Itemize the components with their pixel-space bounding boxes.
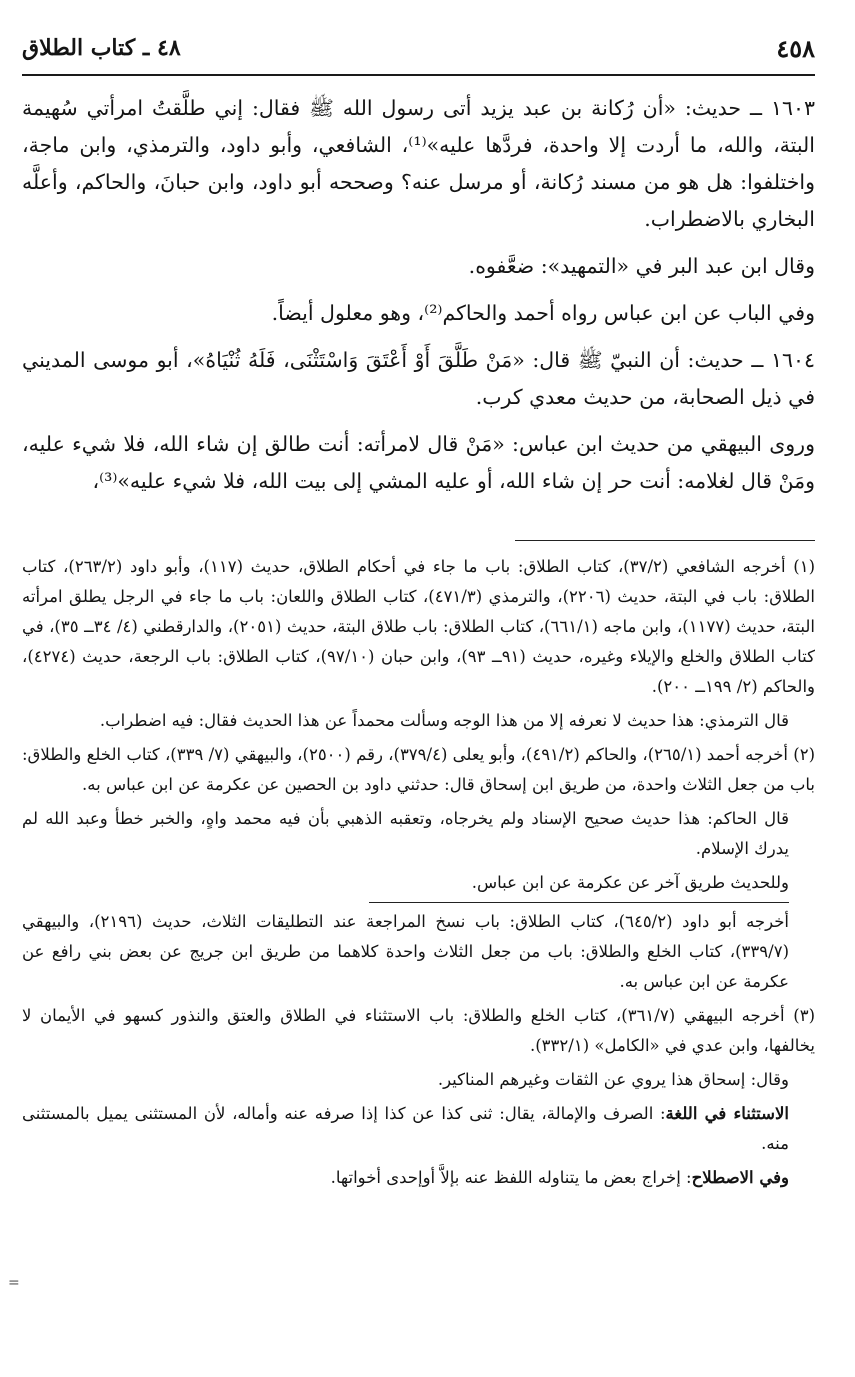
footnote-1-tirmidhi: قال الترمذي: هذا حديث لا نعرفه إلا من هذا الوجه وسألت محمداً عن هذا الحديث فقال: فيه اضطراب. [99,711,789,730]
hadith-1604: ١٦٠٤ ــ حديث: أن النبيّ ﷺ قال: «مَنْ طَلَّقَ أَوْ أَعْتَقَ وَاسْتَثْنَى، فَلَهُ ثُنْيَاهُ»، أبو موسى المديني في ذيل الصحابة، من حديث معدي كرب. [22,348,815,409]
definition-technical: : إخراج بعض ما يتناوله اللفظ عنه بإلاَّ أوإحدى أخواتها. [330,1168,692,1187]
footnote-sub-separator [369,902,789,903]
bayhaqi-narration: وروى البيهقي من حديث ابن عباس: «مَنْ قال لامرأته: أنت طالق إن شاء الله، فلا شيء عليه، ومَنْ قال لغلامه: أنت حر إن شاء الله، أو عليه المشي إلى بيت الله، فلا شيء عليه»⁽³⁾، [22,432,815,493]
footnote-3: (٣) أخرجه البيهقي (٣٦١/٧)، كتاب الخلع والطلاق: باب الاستثناء في الطلاق والعتق والنذور كسهو في الأيمان لا يخالفها، وابن عدي في «الكامل» (٣٣٢/١). [22,1006,815,1055]
chapter-title: ٤٨ ـ كتاب الطلاق [22,35,181,61]
footnote-2-hakim: قال الحاكم: هذا حديث صحيح الإسناد ولم يخرجاه، وتعقبه الذهبي بأن فيه محمد واهٍ، والخبر خطأ وعبد الله لم يدرك الإسلام. [22,809,789,858]
term-technical: وفي الاصطلاح [691,1168,789,1187]
header-rule [22,74,815,76]
ibn-abbas-note: وفي الباب عن ابن عباس رواه أحمد والحاكم⁽²⁾، وهو معلول أيضاً. [271,301,815,325]
footnote-3-linguistic [22,1099,815,1159]
footnote-separator [515,540,815,541]
definition-linguistic: : الصرف والإمالة، يقال: ثنى كذا عن كذا إذا صرفه عنه وأماله، لأن المستثنى يميل بالمستثنى منه. [22,1104,789,1153]
hadith-1603: ١٦٠٣ ــ حديث: «أن رُكانة بن عبد يزيد أتى رسول الله ﷺ فقال: إني طلَّقتُ امرأتي سُهيمة البتة، والله، ما أردت إلا واحدة، فردَّها عليه»⁽¹⁾، الشافعي، وأبو داود، والترمذي، وابن ماجة، واختلفوا: هل هو من مسند رُكانة، أو مرسل عنه؟ وصححه أبو داود، وابن حبانَ، والحاكم، وأعلَّه البخاري بالاضطراب. [22,96,815,231]
footnote-2-other-route: وللحديث طريق آخر عن عكرمة عن ابن عباس. [471,873,789,892]
footnote-2: (٢) أخرجه أحمد (٢٦٥/١)، والحاكم (٤٩١/٢)، وأبو يعلى (٣٧٩/٤)، رقم (٢٥٠٠)، والبيهقي (٧/ ٣٣٩)، كتاب الخلع والطلاق: باب من جعل الثلاث واحدة، من طريق ابن إسحاق قال: حدثني داود بن الحصين عن عكرمة عن ابن عباس به. [22,745,815,794]
footnote-3-ibn-adi: وقال: إسحاق هذا يروي عن الثقات وغيرهم المناكير. [437,1070,789,1089]
page-header [22,26,815,70]
term-linguistic: الاستثناء في اللغة [665,1104,789,1123]
main-text [22,90,815,510]
footnote-3-technical [22,1163,815,1193]
ibn-abd-al-barr-note: وقال ابن عبد البر في «التمهيد»: ضعَّفوه. [468,254,815,278]
footnotes [22,552,815,1197]
page-number: ٤٥٨ [776,33,815,63]
margin-mark: = [8,1275,20,1291]
footnote-2-abu-dawud: أخرجه أبو داود (٦٤٥/٢)، كتاب الطلاق: باب نسخ المراجعة عند التطليقات الثلاث، حديث (٢١٩٦)، والبيهقي (٣٣٩/٧)، كتاب الخلع والطلاق: باب من جعل الثلاث واحدة كلاهما من طريق ابن جريج عن بعض بني رافع عن عكرمة عن ابن عباس به. [22,912,790,991]
footnote-1: (١) أخرجه الشافعي (٣٧/٢)، كتاب الطلاق: باب ما جاء في أحكام الطلاق، حديث (١١٧)، وأبو داود (٢٦٣/٢)، كتاب الطلاق: باب في البتة، حديث (٢٢٠٦)، والترمذي (٤٧١/٣)، كتاب الطلاق واللعان: باب ما جاء في الرجل يطلق امرأته البتة، حديث (١١٧٧)، وابن ماجه (٦٦١/١)، كتاب الطلاق: باب طلاق البتة، حديث (٢٠٥١)، والدارقطني (٤/ ٣٤ــ ٣٥)، في كتاب الطلاق والخلع والإيلاء وغيره، حديث (٩١ــ ٩٣)، وابن حبان (٩٧/١٠)، كتاب الطلاق: باب الرجعة، حديث (٤٢٧٤)، والحاكم (٢/ ١٩٩ــ ٢٠٠). [22,557,815,696]
